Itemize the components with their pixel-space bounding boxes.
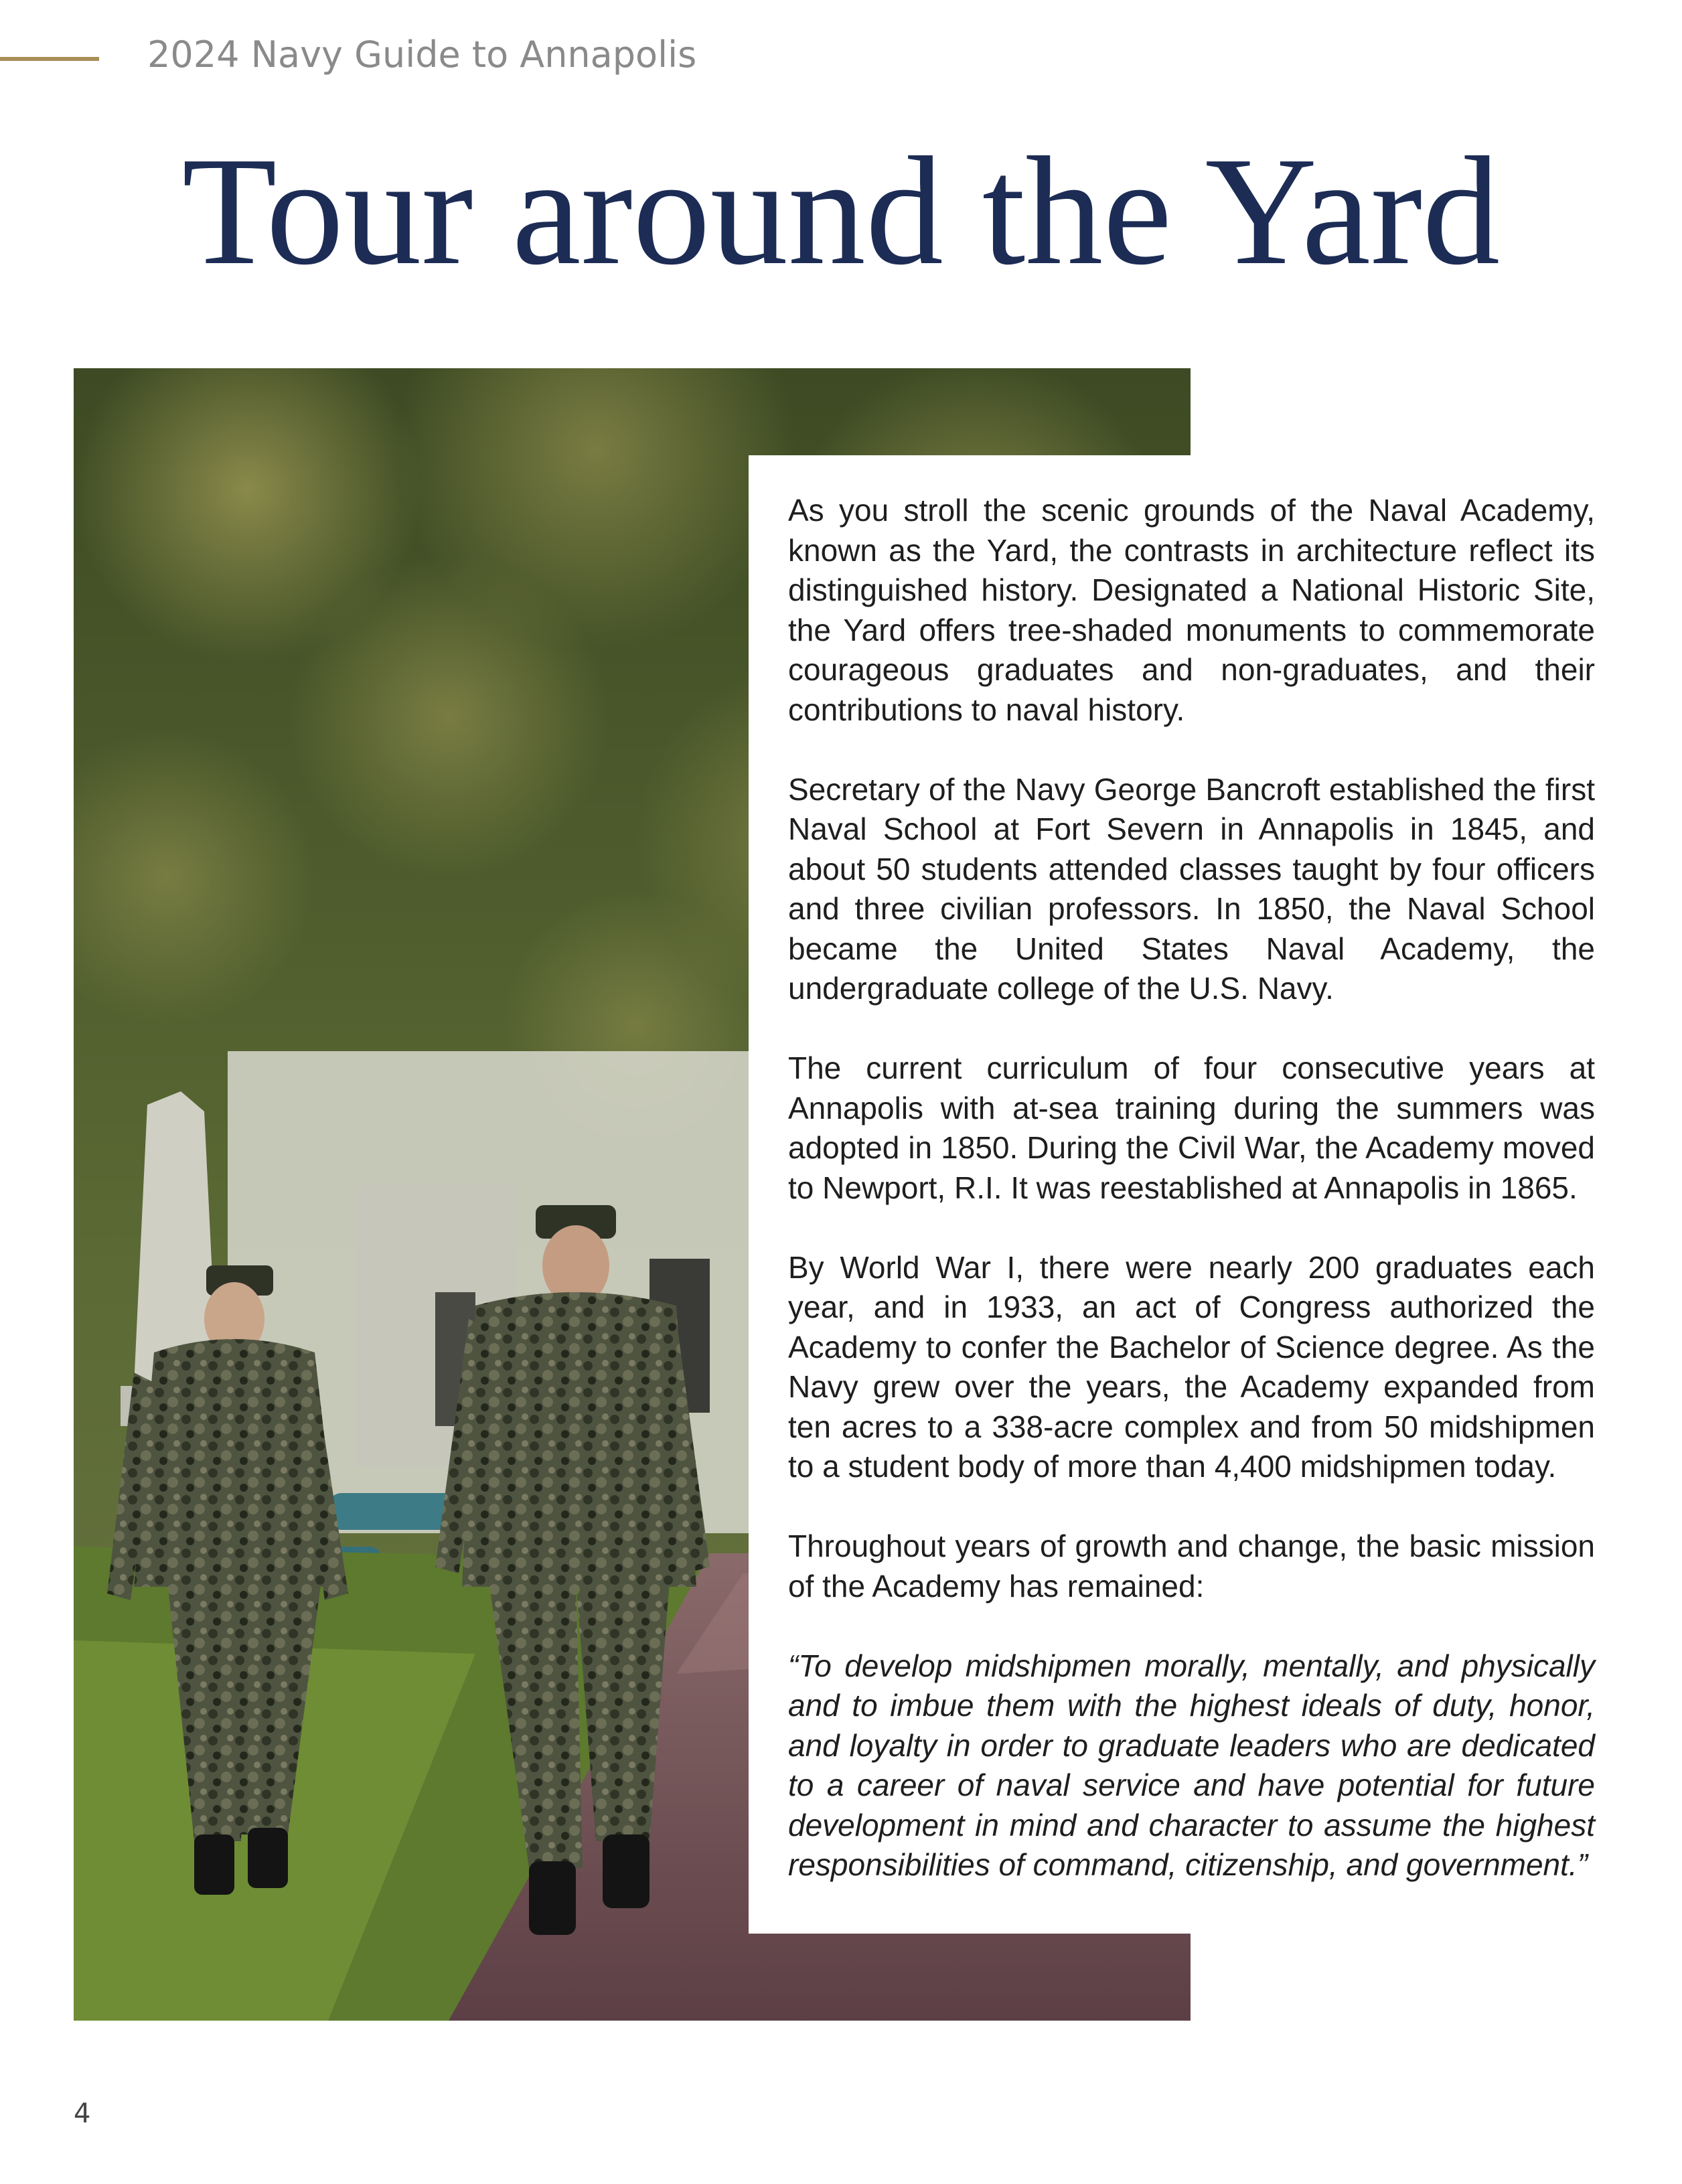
body-paragraph-1: As you stroll the scenic grounds of the Naval Academy, known as the Yard, the contrasts in architecture reflect its distinguished history. Designated a National Historic Site, the Yard offers tree-shaded monuments to commemorate courageous graduates and non-graduates, and their contributions to naval history. (788, 493, 1595, 727)
page-title: Tour around the Yard (181, 125, 1501, 297)
body-paragraph-3: The current curriculum of four consecutive years at Annapolis with at-sea training during the summers was adopted in 1850. During the Civil War, the Academy moved to Newport, R.I. It was reestablished at Annapolis in 1865. (788, 1050, 1595, 1205)
header-accent-rule (0, 57, 99, 61)
body-paragraph-2: Secretary of the Navy George Bancroft established the first Naval School at Fort Severn in Annapolis in 1845, and about 50 students attended classes taught by four officers and three civilian professors. In 1850, the Naval School became the United States Naval Academy, the undergraduate college of the U.S. Navy. (788, 771, 1595, 1006)
running-header: 2024 Navy Guide to Annapolis (147, 33, 697, 76)
body-paragraph-5: Throughout years of growth and change, the basic mission of the Academy has remained: (788, 1529, 1595, 1604)
body-text (788, 491, 1595, 1885)
page-number: 4 (74, 2098, 91, 2129)
mission-quote: “To develop midshipmen morally, mentally, and physically and to imbue them with the highest ideals of duty, honor, and loyalty in order to graduate leaders who are dedicated to a career of naval service and have potential for future development in mind and character to assume the highest responsibilities of command, citizenship, and government.” (788, 1648, 1595, 1882)
body-paragraph-4: By World War I, there were nearly 200 graduates each year, and in 1933, an act of Congress authorized the Academy to confer the Bachelor of Science degree. As the Navy grew over the years, the Academy expanded from ten acres to a 338-acre complex and from 50 midshipmen to a student body of more than 4,400 midshipmen today. (788, 1249, 1595, 1484)
